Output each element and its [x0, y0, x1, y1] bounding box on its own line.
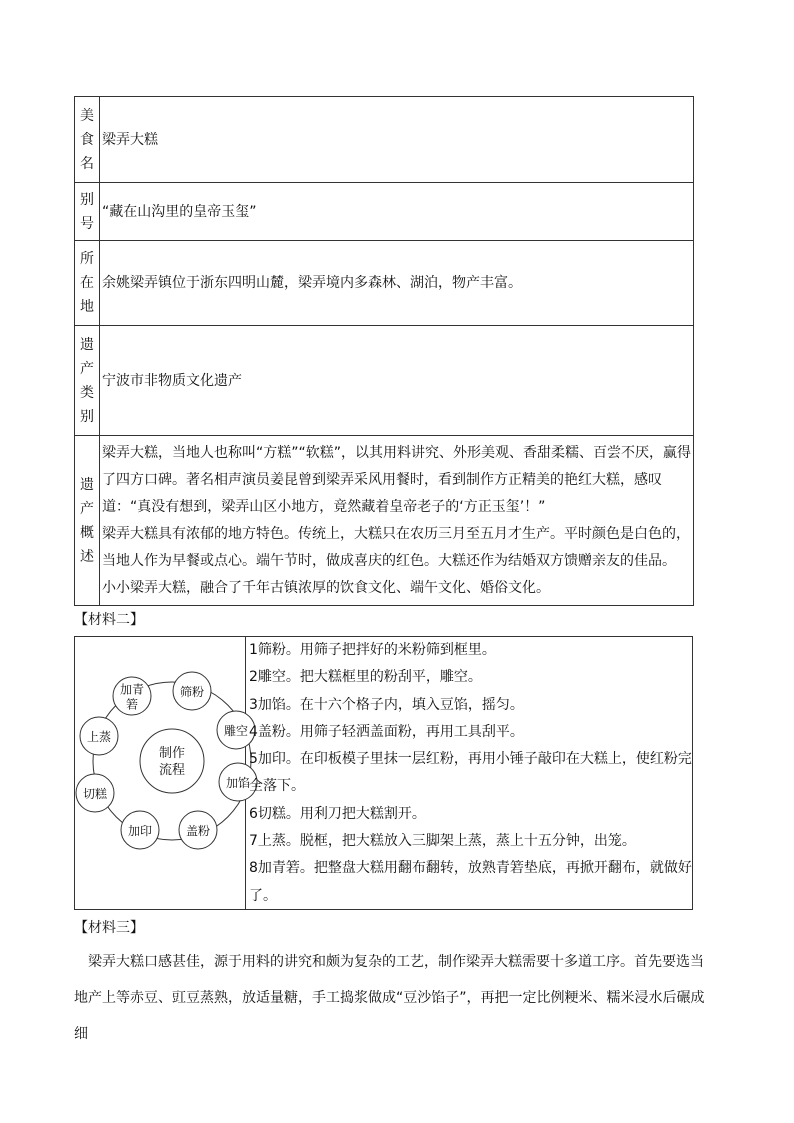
- process-node-label: 盖粉: [185, 824, 211, 838]
- center-label-line: 流程: [158, 763, 186, 778]
- process-node: [179, 811, 217, 849]
- value-heritage-category: 宁波市非物质文化遗产: [100, 326, 694, 436]
- process-node: [173, 672, 211, 710]
- value-location: 余姚梁弄镇位于浙东四明山麓，梁弄境内多森林、湖泊，物产丰富。: [100, 241, 694, 326]
- process-node-label: 切糕: [82, 787, 108, 801]
- process-step: 7上蒸。脱框，把大糕放入三脚架上蒸，蒸上十五分钟，出笼。: [249, 833, 636, 850]
- process-step: 6切糕。用利刀把大糕割开。: [249, 805, 426, 822]
- process-node-label: 加青: [119, 682, 145, 697]
- value-alias: “藏在山沟里的皇帝玉玺”: [100, 183, 694, 241]
- process-node: [113, 677, 151, 715]
- overview-paragraph: 梁弄大糕具有浓郁的地方特色。传统上，大糕只在农历三月至五月才生产。平时颜色是白色的，当地人作为早餐或点心。端午节时，做成喜庆的红色。大糕还作为结婚双方馈赠亲友的佳品。: [102, 525, 690, 569]
- value-heritage-overview: [100, 436, 694, 606]
- process-cycle-graphic: [75, 637, 275, 909]
- material2-heading: 【材料二】: [74, 612, 144, 628]
- process-step: 1筛粉。用筛子把拌好的米粉筛到框里。: [249, 642, 496, 658]
- center-label-line: 制作: [158, 746, 186, 761]
- process-node: [121, 811, 159, 849]
- process-step: 8加青箬。把整盘大糕用翻布翻转，放熟青箬垫底，再掀开翻布，就做好了。: [249, 860, 692, 904]
- process-node-label: 加馅: [225, 776, 251, 790]
- label-location: 所在地: [75, 241, 100, 326]
- center-node: [140, 729, 204, 793]
- value-food-name: 梁弄大糕: [100, 97, 694, 183]
- process-node-label: 筛粉: [179, 685, 205, 699]
- process-node-label: 上蒸: [86, 730, 112, 744]
- food-info-table: [74, 96, 694, 606]
- material3-paragraph: 梁弄大糕口感甚佳，源于用料的讲究和颇为复杂的工艺，制作梁弄大糕需要十多道工序。首先要选当地产上等赤豆、豇豆蒸熟，放适量糖，手工捣浆做成“豆沙馅子”，再把一定比例粳米、糯米浸水后碾成细: [74, 954, 705, 1042]
- label-food-name: 美食名: [75, 97, 100, 183]
- overview-paragraph: 梁弄大糕，当地人也称叫“方糕”“软糕”，以其用料讲究、外形美观、香甜柔糯、百尝不厌，赢得了四方口碑。著名相声演员姜昆曾到梁弄采风用餐时，看到制作方正精美的艳红大糕，感叹道：“真没有想到，梁弄山区小地方，竟然藏着皇帝老子的‘方正玉玺’！”: [102, 444, 692, 515]
- material3-heading: 【材料三】: [74, 920, 144, 936]
- process-diagram: [75, 637, 251, 909]
- label-heritage-category: 遗产类别: [75, 326, 100, 436]
- process-steps: [249, 637, 693, 910]
- process-node: [76, 774, 114, 812]
- process-step: 3加馅。在十六个格子内，填入豆馅，摇匀。: [249, 696, 524, 713]
- process-step: 2雕空。把大糕框里的粉刮平，雕空。: [249, 669, 482, 686]
- overview-paragraph: 小小梁弄大糕，融合了千年古镇浓厚的饮食文化、端午文化、婚俗文化。: [102, 579, 550, 596]
- process-node: [80, 717, 118, 755]
- process-step: 4盖粉。用筛子轻洒盖面粉，再用工具刮平。: [249, 723, 524, 740]
- label-heritage-overview: 遗产概述: [75, 436, 100, 606]
- process-step: 5加印。在印板模子里抹一层红粉，再用小锤子敲印在大糕上，使红粉完全落下。: [249, 751, 692, 795]
- process-node-label: 加印: [127, 824, 153, 838]
- process-node-label: 雕空: [223, 724, 249, 738]
- process-node-label: 箬: [125, 697, 139, 712]
- material2-box: [74, 636, 693, 910]
- label-alias: 别号: [75, 183, 100, 241]
